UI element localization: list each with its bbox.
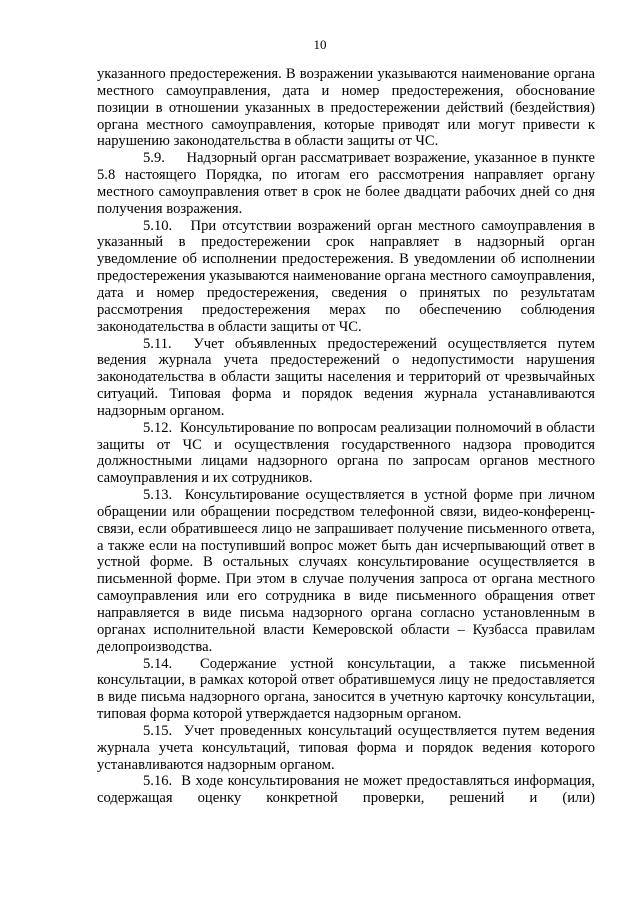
paragraph-5-14: 5.14. Содержание устной консультации, а также письменной консультации, в рамках которой ответ обратившемуся лицу не предоставляется в виде письма надзорного органа, заносится в учетную карточку консультации, типовая форма которой утверждается надзорным органом. (97, 655, 595, 723)
paragraph-5-13: 5.13. Консультирование осуществляется в устной форме при личном обращении или обращении посредством телефонной связи, видео-конференц-связи, если обратившееся лицо не запрашивает получение письменного ответа, а также если на поступивший вопрос может быть дан исчерпывающий ответ в устной форме. В остальных случаях консультирование осуществляется в письменной форме. При этом в случае получения запроса от органа местного самоуправления или его сотрудника в виде письменного обращения ответ направляется в виде письма надзорного органа согласно установленным в органах исполнительной власти Кемеровской области – Кузбасса правилам делопроизводства. (97, 487, 595, 655)
paragraph-5-11: 5.11. Учет объявленных предостережений осуществляется путем ведения журнала учета предостережений о недопустимости нарушения законодательства в области защиты населения и территорий от чрезвычайных ситуаций. Типовая форма и порядок ведения журнала устанавливаются надзорным органом. (97, 335, 595, 419)
paragraph-5-10: 5.10. При отсутствии возражений орган местного самоуправления в указанный в предостережении срок направляет в надзорный орган уведомление об исполнении предостережения. В уведомлении об исполнении предостережения указываются наименование органа местного самоуправления, дата и номер предостережения, сведения о принятых по результатам рассмотрения предостережения мерах по обеспечению соблюдения законодательства в области защиты от ЧС. (97, 217, 595, 335)
paragraph-continuation: указанного предостережения. В возражении указываются наименование органа местного самоуправления, дата и номер предостережения, обоснование позиции в отношении указанных в предостережении действий (бездействия) органа местного самоуправления, которые приводят или могут привести к нарушению законодательства в области защиты от ЧС. (97, 66, 595, 150)
paragraph-5-12: 5.12. Консультирование по вопросам реализации полномочий в области защиты от ЧС и осуществления государственного надзора проводится должностными лицами надзорного органа по запросам органов местного самоуправления и их сотрудников. (97, 419, 595, 487)
paragraph-5-16: 5.16. В ходе консультирования не может предоставляться информация, содержащая оценку конкретной проверки, решений и (или) (97, 773, 595, 807)
document-body (97, 66, 595, 807)
paragraph-5-15: 5.15. Учет проведенных консультаций осуществляется путем ведения журнала учета консультаций, типовая форма и порядок ведения которого устанавливаются надзорным органом. (97, 722, 595, 773)
paragraph-5-9: 5.9. Надзорный орган рассматривает возражение, указанное в пункте 5.8 настоящего Порядка, по итогам его рассмотрения направляет органу местного самоуправления ответ в срок не более двадцати рабочих дней со дня получения возражения. (97, 150, 595, 217)
page-number: 10 (313, 37, 327, 52)
